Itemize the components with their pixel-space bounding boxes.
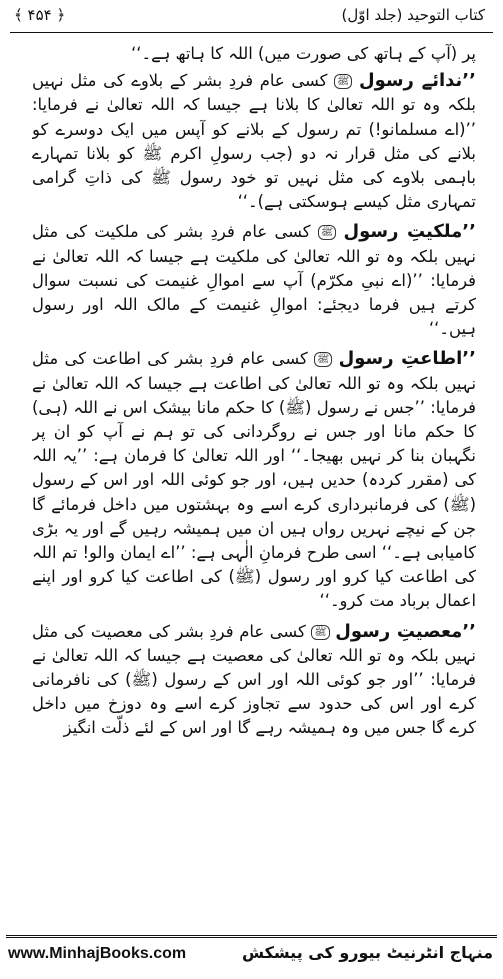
paragraph-text: کسی عام فردِ بشر کی معصیت کی مثل نہیں بلکہ وہ تو اللہ تعالیٰ کی معصیت ہے جیسا کہ اللہ تعالیٰ نے فرمایا: ’’اور جو کوئی اللہ اور اس کے رسول (ﷺ) کی نافرمانی کرے اور اس کی حدود سے تجاوز کرے اسے وہ دوزخ میں داخل کرے گا جس میں وہ ہمیشہ رہے گا اور اس کے لئے ذلّت انگیز [32, 621, 476, 738]
section-heading-nida: ’’ندائے رسول [358, 70, 476, 92]
footer-divider [6, 935, 497, 938]
paragraph-milkiyat [32, 220, 476, 341]
salutation-icon: ﷺ [334, 74, 352, 89]
website-link[interactable]: www.MinhajBooks.com [8, 945, 187, 962]
page-header [0, 0, 503, 34]
paragraph-text: پر (آپ کے ہاتھ کی صورت میں) اللہ کا ہاتھ ہے۔‘‘ [131, 44, 476, 63]
salutation-icon: ﷺ [311, 625, 329, 640]
salutation-icon: ﷺ [314, 352, 332, 367]
paragraph-nida [32, 69, 476, 214]
page-number: ﴾ ۴۵۴ ﴿ [14, 6, 66, 24]
section-heading-milkiyat: ’’ملکیتِ رسول [343, 221, 476, 243]
paragraph-itaat [32, 347, 476, 613]
section-heading-masiyat: ’’معصیتِ رسول [335, 620, 476, 642]
publisher-tagline: منہاج انٹرنیٹ بیورو کی پیشکش [241, 943, 493, 962]
salutation-icon: ﷺ [318, 225, 336, 240]
section-heading-itaat: ’’اطاعتِ رسول [338, 348, 476, 370]
paragraph-text: کسی عام فردِ بشر کے بلاوے کی مثل نہیں بلکہ وہ تو اللہ تعالیٰ کا بلانا ہے جیسا کہ اللہ تعالیٰ نے فرمایا: ’’(اے مسلمانو!) تم رسول کے بلانے کو آپس میں ایک دوسرے کو بلانے کی مثل قرار نہ دو (جب رسولِ اکرم ﷺ کو بلانا تمہارے باہمی بلاوے کی مثل نہیں تو خود رسول ﷺ کی ذاتِ گرامی تمہاری مثل کیسے ہوسکتی ہے)۔‘‘ [32, 71, 476, 212]
book-title: کتاب التوحید (جلد اوّل) [341, 6, 485, 24]
paragraph-text: کسی عام فردِ بشر کی اطاعت کی مثل نہیں بلکہ وہ تو اللہ تعالیٰ کی اطاعت ہے جیسا کہ اللہ تعالیٰ نے فرمایا: ’’جس نے رسول (ﷺ) کا حکم مانا بیشک اس نے اللہ (ہی) کا حکم مانا اور جس نے روگردانی کی تو ہم نے آپ کو ان پر نگہبان بنا کر نہیں بھیجا۔‘‘ اور اللہ تعالیٰ کا فرمان ہے: ’’یہ اللہ کی (مقرر کردہ) حدیں ہیں، اور جو کوئی اللہ اور اس کے رسول (ﷺ) کی فرمانبرداری کرے اسے وہ بہشتوں میں داخل فرمائے گا جن کے نیچے نہریں رواں ہیں ان میں ہمیشہ رہیں گے اور یہ بڑی کامیابی ہے۔‘‘ اسی طرح فرمانِ الٰہی ہے: ’’اے ایمان والو! تم اللہ کی اطاعت کیا کرو اور رسول (ﷺ) کی اطاعت کیا کرو اور اپنے اعمال برباد مت کرو۔‘‘ [32, 349, 476, 611]
paragraph-text: کسی عام فردِ بشر کی ملکیت کی مثل نہیں بلکہ وہ تو اللہ تعالیٰ کی ملکیت ہے جیسا کہ اللہ تعالیٰ نے فرمایا: ’’(اے نبیِ مکرّم) آپ سے اموالِ غنیمت کی نسبت سوال کرتے ہیں فرما دیجئے: اموالِ غنیمت کے مالک اللہ اور رسول ہیں۔‘‘ [32, 222, 476, 339]
paragraph-masiyat [32, 620, 476, 741]
page-body [32, 42, 476, 922]
paragraph-intro [32, 42, 476, 66]
page-footer [0, 935, 503, 979]
header-divider [10, 32, 493, 33]
